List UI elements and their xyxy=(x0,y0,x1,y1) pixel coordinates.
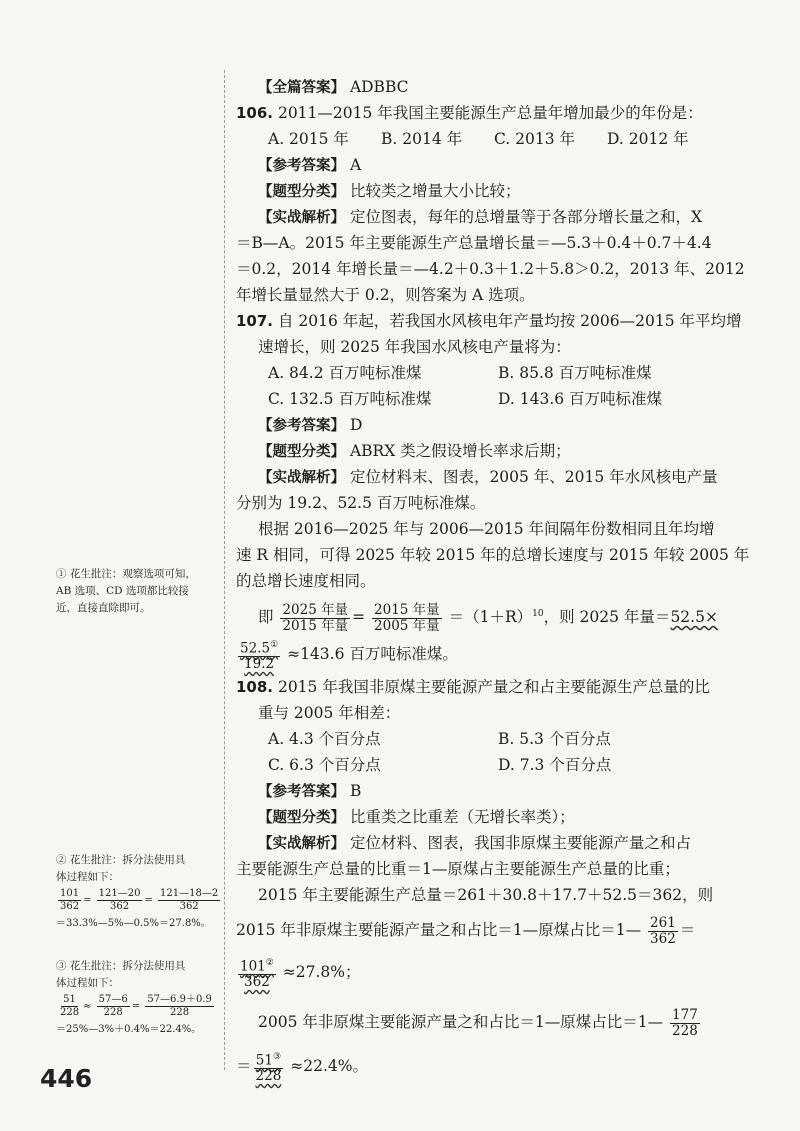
type-tag: 【题型分类】 xyxy=(258,444,345,460)
formula-exponent: 10 xyxy=(532,609,544,619)
formula-fraction: $\frac{51^③}{228}$ xyxy=(255,1051,282,1085)
note-fraction: $\frac{101}{362}$ xyxy=(60,888,80,912)
q106-stem xyxy=(236,100,736,126)
note-fraction: $\frac{121—20}{362}$ xyxy=(98,888,141,912)
q107-type: ABRX 类之假设增长率求后期； xyxy=(349,442,571,460)
note-fraction: $\frac{51}{228}$ xyxy=(60,994,80,1018)
q107-option-b: B. 85.8 百万吨标准煤 xyxy=(498,364,652,382)
q107-number: 107. xyxy=(236,312,274,330)
analysis-text: 定位材料末、图表，2005 年、2015 年水风核电产量 xyxy=(349,468,718,486)
note-line: ① 花生批注：观察选项可知， xyxy=(56,568,196,580)
note-line: ③ 花生批注：拆分法使用具 xyxy=(56,960,186,972)
formula-text: ≈27.8%； xyxy=(282,963,361,981)
q108-option-b: B. 5.3 个百分点 xyxy=(498,730,611,748)
q108-2015-result xyxy=(236,952,736,992)
formula-calc: 52.5× xyxy=(670,608,718,627)
q106-option-c: C. 2013 年 xyxy=(494,130,576,148)
formula-fraction: $\frac{261}{362}$ xyxy=(650,914,676,947)
formula-text: 2015 年非原煤主要能源产量之和占比＝1—原煤占比＝1— xyxy=(236,921,642,939)
q108-2005-line xyxy=(236,998,736,1046)
q108-type-line xyxy=(236,804,736,830)
analysis-tag: 【实战解析】 xyxy=(258,210,345,226)
q108-options-row2 xyxy=(236,752,736,778)
q108-option-c: C. 6.3 个百分点 xyxy=(268,756,381,774)
full-answer-value: ADBBC xyxy=(349,78,409,96)
main-column xyxy=(236,74,750,1086)
q108-answer: B xyxy=(349,782,362,800)
note-line: 近，直接直除即可。 xyxy=(56,602,151,614)
formula-text: ≈22.4%。 xyxy=(290,1057,368,1075)
q108-2015-line xyxy=(236,908,736,952)
note-fraction-row: $\frac{51}{228}$ ≈ $\frac{57—6}{228}$ = $\frac{57—6.9+0.9}{228}$ xyxy=(60,994,212,1018)
q107-answer: D xyxy=(349,416,363,434)
formula-fraction: $\frac{\text{2025 年量}}{\text{2015 年量}}$ xyxy=(282,601,349,634)
formula-text: ，则 2025 年量＝ xyxy=(543,608,671,627)
q108-option-d: D. 7.3 个百分点 xyxy=(498,756,612,774)
q107-formula-result xyxy=(236,634,736,674)
q107-stem xyxy=(236,308,742,334)
note-line: 体过程如下： xyxy=(56,871,119,883)
answer-tag: 【参考答案】 xyxy=(258,158,345,174)
q106-option-d: D. 2012 年 xyxy=(607,130,689,148)
formula-text: ＝（1＋R） xyxy=(448,608,533,627)
formula-fraction: $\frac{101^②}{362}$ xyxy=(240,957,274,991)
formula-text: 即 xyxy=(258,608,274,627)
analysis-text: ＝0.2，2014 年增长量＝—4.2＋0.3＋1.2＋5.8＞0.2，2013 年、2012 xyxy=(236,260,745,278)
q107-option-d: D. 143.6 百万吨标准煤 xyxy=(498,390,663,408)
type-tag: 【题型分类】 xyxy=(258,810,345,826)
q107-analysis-line xyxy=(236,464,736,490)
analysis-text: 速 R 相同，可得 2025 年较 2015 年的总增长速度与 2015 年较 2005 年 xyxy=(236,546,750,564)
q106-analysis-line xyxy=(236,204,736,230)
q106-type: 比较类之增量大小比较； xyxy=(349,182,521,200)
q106-options xyxy=(236,126,736,152)
q107-option-a: A. 84.2 百万吨标准煤 xyxy=(268,364,422,382)
note-fraction: $\frac{121—18—2}{362}$ xyxy=(160,888,219,912)
q108-options-row1 xyxy=(236,726,736,752)
formula-text: ＝ xyxy=(679,921,696,939)
answer-tag: 【参考答案】 xyxy=(258,418,345,434)
analysis-text: 主要能源生产总量的比重＝1—原煤占主要能源生产总量的比重； xyxy=(236,860,680,878)
analysis-text: 定位图表，每年的总增量等于各部分增长量之和，X xyxy=(349,208,702,226)
note-line: ② 花生批注：拆分法使用具 xyxy=(56,854,186,866)
q106-answer-line xyxy=(236,152,736,178)
q106-option-a: A. 2015 年 xyxy=(268,130,349,148)
analysis-text: 2015 年主要能源生产总量＝261＋30.8＋17.7＋52.5＝362，则 xyxy=(258,886,714,904)
q106-number: 106. xyxy=(236,104,274,122)
note-calc: ＝25%—3%＋0.4%＝22.4%。 xyxy=(56,1024,202,1035)
margin-note-1 xyxy=(56,566,216,617)
note-line: 体过程如下： xyxy=(56,977,119,989)
margin-divider xyxy=(224,70,225,1070)
q108-number: 108. xyxy=(236,678,274,696)
margin-note-2 xyxy=(56,852,219,932)
analysis-text: 根据 2016—2025 年与 2006—2015 年间隔年份数相同且年均增 xyxy=(258,520,715,538)
note-fraction-row: $\frac{101}{362}$ = $\frac{121—20}{362}$ = $\frac{121—18—2}{362}$ xyxy=(60,888,219,912)
analysis-text: 的总增长速度相同。 xyxy=(236,572,376,590)
q108-text: 重与 2005 年相差： xyxy=(258,704,401,722)
margin-note-3 xyxy=(56,958,216,1038)
formula-fraction: $\frac{\text{2015 年量}}{\text{2005 年量}}$ xyxy=(374,601,440,634)
analysis-text: 分别为 19.2、52.5 百万吨标准煤。 xyxy=(236,494,486,512)
q107-options-row2 xyxy=(236,386,736,412)
full-answer-line xyxy=(236,74,736,100)
q107-text: 速增长，则 2025 年我国水风核电产量将为： xyxy=(258,338,571,356)
q108-answer-line xyxy=(236,778,736,804)
analysis-tag: 【实战解析】 xyxy=(258,470,345,486)
analysis-text: 年增长量显然大于 0.2，则答案为 A 选项。 xyxy=(236,286,535,304)
q108-analysis-line xyxy=(236,830,736,856)
note-calc: ＝33.3%—5%—0.5%＝27.8%。 xyxy=(56,918,211,929)
q108-option-a: A. 4.3 个百分点 xyxy=(268,730,381,748)
q107-answer-line xyxy=(236,412,736,438)
q107-text: 自 2016 年起，若我国水风核电年产量均按 2006—2015 年平均增 xyxy=(277,312,742,330)
q108-text: 2015 年我国非原煤主要能源产量之和占主要能源生产总量的比 xyxy=(277,678,710,696)
answer-tag: 【参考答案】 xyxy=(258,784,345,800)
q107-options-row1 xyxy=(236,360,736,386)
analysis-text: ＝B—A。2015 年主要能源生产总量增长量＝—5.3＋0.4＋0.7＋4.4 xyxy=(236,234,712,252)
q108-type: 比重类之比重差（无增长率类）； xyxy=(349,808,575,826)
q106-text: 2011—2015 年我国主要能源生产总量年增加最少的年份是： xyxy=(277,104,703,122)
formula-fraction: $\frac{52.5^①}{19.2}$ xyxy=(240,639,279,673)
formula-text: ≈143.6 百万吨标准煤。 xyxy=(287,645,458,663)
note-fraction: $\frac{57—6}{228}$ xyxy=(98,994,128,1018)
q107-type-line xyxy=(236,438,736,464)
q106-answer: A xyxy=(349,156,362,174)
type-tag: 【题型分类】 xyxy=(258,184,345,200)
q107-formula: 即 $\frac{\text{2025 年量}}{\text{2015 年量}}$ = $\frac{\text{2015 年量}}{\text{2005 年量}}$ $=(1+R)^{10}$，则 2025 年量＝52.5× xyxy=(258,601,718,634)
formula-text: ＝ xyxy=(236,1057,252,1075)
analysis-text: 定位材料、图表，我国非原煤主要能源产量之和占 xyxy=(349,834,691,852)
q108-2005-result xyxy=(236,1046,736,1086)
q107-option-c: C. 132.5 百万吨标准煤 xyxy=(268,390,432,408)
full-answer-tag: 【全篇答案】 xyxy=(258,80,345,96)
note-fraction: $\frac{57—6.9+0.9}{228}$ xyxy=(147,994,212,1018)
q106-option-b: B. 2014 年 xyxy=(381,130,463,148)
note-line: AB 选项、CD 选项都比较接 xyxy=(56,585,189,597)
formula-fraction: $\frac{177}{228}$ xyxy=(672,1006,698,1039)
q108-stem xyxy=(236,674,736,700)
q106-type-line xyxy=(236,178,736,204)
formula-text: 2005 年非原煤主要能源产量之和占比＝1—原煤占比＝1— xyxy=(258,1013,664,1031)
analysis-tag: 【实战解析】 xyxy=(258,836,345,852)
page-number: 446 xyxy=(40,1064,93,1093)
